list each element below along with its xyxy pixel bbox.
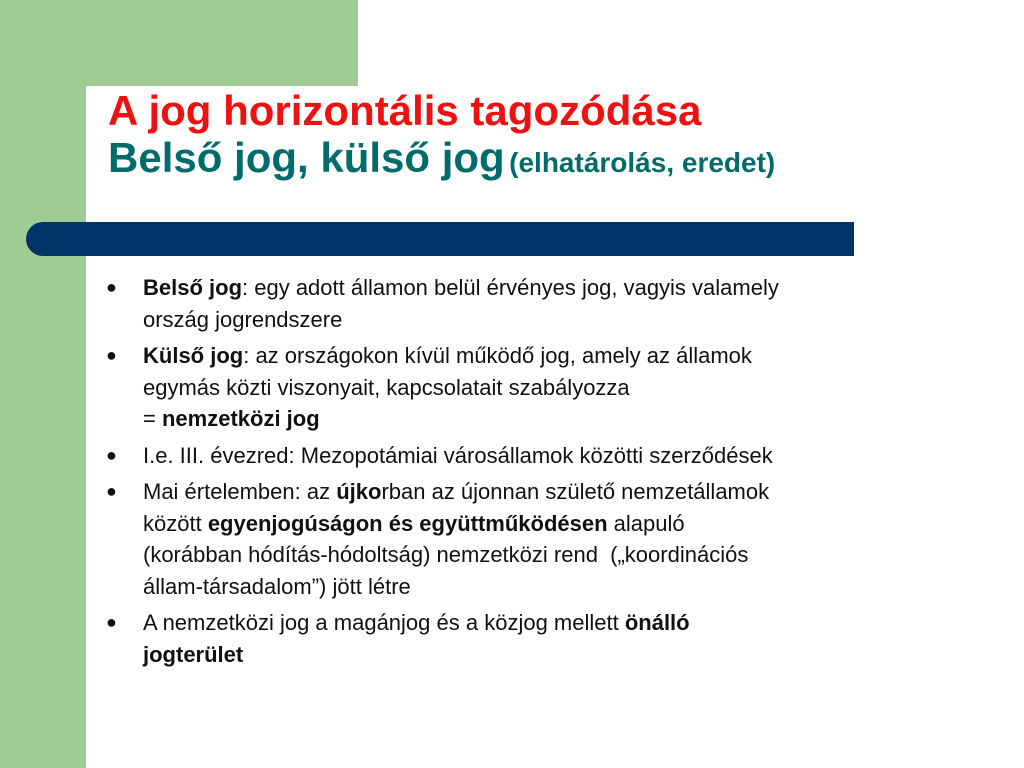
text-segment: rban az újonnan születő nemzetállamok xyxy=(381,479,770,504)
text-segment: állam-társadalom”) jött létre xyxy=(143,573,411,599)
bold-text: egyenjogúságon és együttműködésen xyxy=(207,510,608,536)
bold-text: jogterület xyxy=(143,641,244,667)
title-subheading: Belső jog, külső jog xyxy=(108,134,505,181)
bullet-item xyxy=(100,440,970,472)
bullet-line xyxy=(143,272,970,304)
text-segment: Mai értelemben: az xyxy=(143,479,337,504)
bullet-line xyxy=(143,607,970,639)
bullet-dot-icon: ● xyxy=(106,444,117,465)
bullet-dot-icon: ● xyxy=(106,612,117,632)
title-line-2 xyxy=(108,134,988,192)
bold-text: újko xyxy=(336,479,382,504)
bullet-list xyxy=(100,272,970,675)
bold-text: Külső jog xyxy=(143,343,244,368)
text-segment: egymás közti viszonyait, kapcsolatait szabályozza xyxy=(143,374,630,400)
bold-text: nemzetközi jog xyxy=(161,406,320,431)
bullet-line xyxy=(143,639,970,671)
bullet-item xyxy=(100,476,970,602)
text-segment: I.e. III. évezred: Mezopotámiai városállamok közötti szerződések xyxy=(143,442,773,468)
bullet-line xyxy=(143,440,970,472)
bullet-line xyxy=(143,340,970,372)
bullet-line xyxy=(143,304,970,336)
text-segment: között xyxy=(143,510,208,536)
bullet-line xyxy=(143,508,970,540)
text-segment: : az országokon kívül működő jog, amely az államok xyxy=(243,343,752,368)
bullet-line xyxy=(143,476,970,508)
text-segment: : egy adott államon belül érvényes jog, vagyis valamely xyxy=(242,275,779,300)
bullet-item xyxy=(100,272,970,335)
title-parenthetical: (elhatárolás, eredet) xyxy=(509,147,776,178)
text-segment: ország jogrendszere xyxy=(143,306,343,332)
bullet-dot-icon: ● xyxy=(106,277,117,297)
bullet-line xyxy=(143,571,970,603)
green-top-bar xyxy=(86,0,358,86)
bold-text: önálló xyxy=(624,610,690,635)
title-line-1: A jog horizontális tagozódása xyxy=(108,87,702,134)
title-divider-bar xyxy=(26,222,854,256)
text-segment: A nemzetközi jog a magánjog és a közjog mellett xyxy=(143,610,625,635)
bullet-dot-icon: ● xyxy=(106,481,117,501)
bullet-item xyxy=(100,340,970,435)
green-sidebar-bar xyxy=(0,0,86,768)
slide-title xyxy=(108,88,988,192)
bullet-dot-icon: ● xyxy=(106,345,117,365)
bullet-line xyxy=(143,372,970,404)
bullet-item xyxy=(100,607,970,670)
text-segment: alapuló xyxy=(607,510,685,536)
bullet-line xyxy=(143,539,970,571)
text-segment: (korábban hódítás-hódoltság) nemzetközi rend („koordinációs xyxy=(143,542,749,567)
bullet-line xyxy=(143,403,970,435)
text-segment: = xyxy=(143,406,162,431)
bold-text: Belső jog xyxy=(143,275,243,300)
